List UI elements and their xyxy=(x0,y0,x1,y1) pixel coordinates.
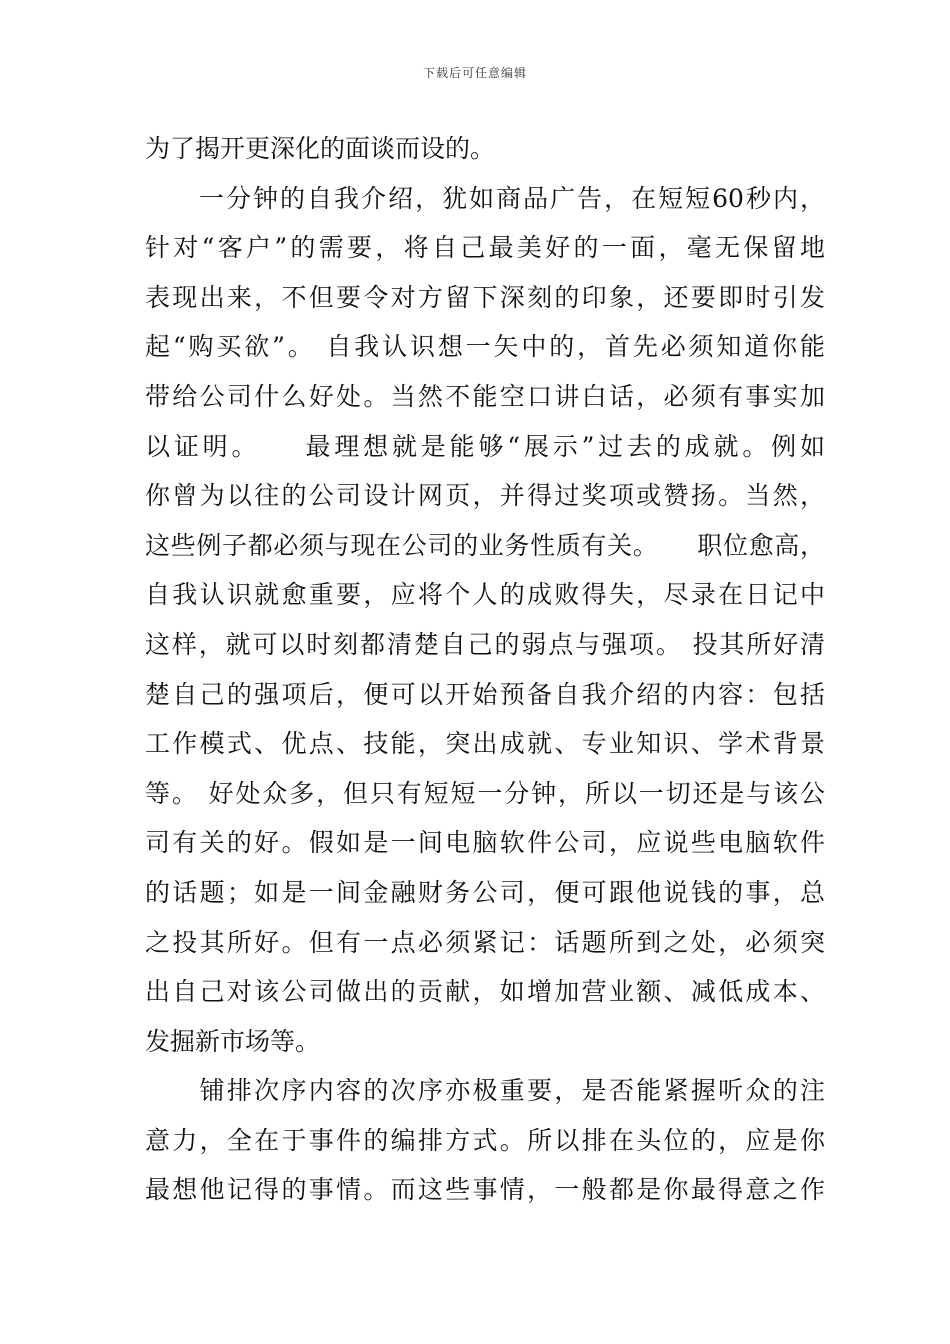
text-line: 针对“客户”的需要，将自己最美好的一面，毫无保留地 xyxy=(145,233,825,263)
text-line: 带给公司什么好处。当然不能空口讲白话，必须有事实加 xyxy=(145,381,825,411)
text-line: 之投其所好。但有一点必须紧记：话题所到之处，必须突 xyxy=(145,927,825,957)
text-line: 表现出来，不但要令对方留下深刻的印象，还要即时引发 xyxy=(145,282,825,312)
page-header: 下载后可任意编辑 xyxy=(422,66,527,80)
text-line: 你曾为以往的公司设计网页，并得过奖项或赞扬。当然， xyxy=(145,481,825,511)
text-line: 这样，就可以时刻都清楚自己的弱点与强项。 投其所好清 xyxy=(145,629,825,659)
text-line: 铺排次序内容的次序亦极重要，是否能紧握听众的注 xyxy=(145,1076,825,1106)
text-line: 发掘新市场等。 xyxy=(145,1026,321,1056)
text-line: 工作模式、优点、技能，突出成就、专业知识、学术背景 xyxy=(145,729,825,759)
text-line: 自我认识就愈重要，应将个人的成败得失，尽录在日记中 xyxy=(145,580,825,610)
text-line: 这些例子都必须与现在公司的业务性质有关。 职位愈高， xyxy=(145,530,825,560)
text-line: 意力，全在于事件的编排方式。所以排在头位的，应是你 xyxy=(145,1125,825,1155)
text-line: 起“购买欲”。 自我认识想一矢中的，首先必须知道你能 xyxy=(145,332,825,362)
text-line: 以证明。 最理想就是能够“展示”过去的成就。例如 xyxy=(145,431,825,461)
text-line: 等。 好处众多，但只有短短一分钟，所以一切还是与该公 xyxy=(145,778,825,808)
text-line: 一分钟的自我介绍，犹如商品广告，在短短60秒内， xyxy=(145,183,825,213)
text-line: 为了揭开更深化的面谈而设的。 xyxy=(145,134,496,163)
document-body xyxy=(145,124,825,1215)
text-line: 司有关的好。假如是一间电脑软件公司，应说些电脑软件 xyxy=(145,828,825,858)
text-line: 的话题；如是一间金融财务公司，便可跟他说钱的事，总 xyxy=(145,877,825,907)
text-line: 出自己对该公司做出的贡献，如增加营业额、减低成本、 xyxy=(145,977,825,1007)
text-line: 楚自己的强项后，便可以开始预备自我介绍的内容：包括 xyxy=(145,679,825,709)
text-line: 最想他记得的事情。而这些事情，一般都是你最得意之作 xyxy=(145,1175,825,1205)
